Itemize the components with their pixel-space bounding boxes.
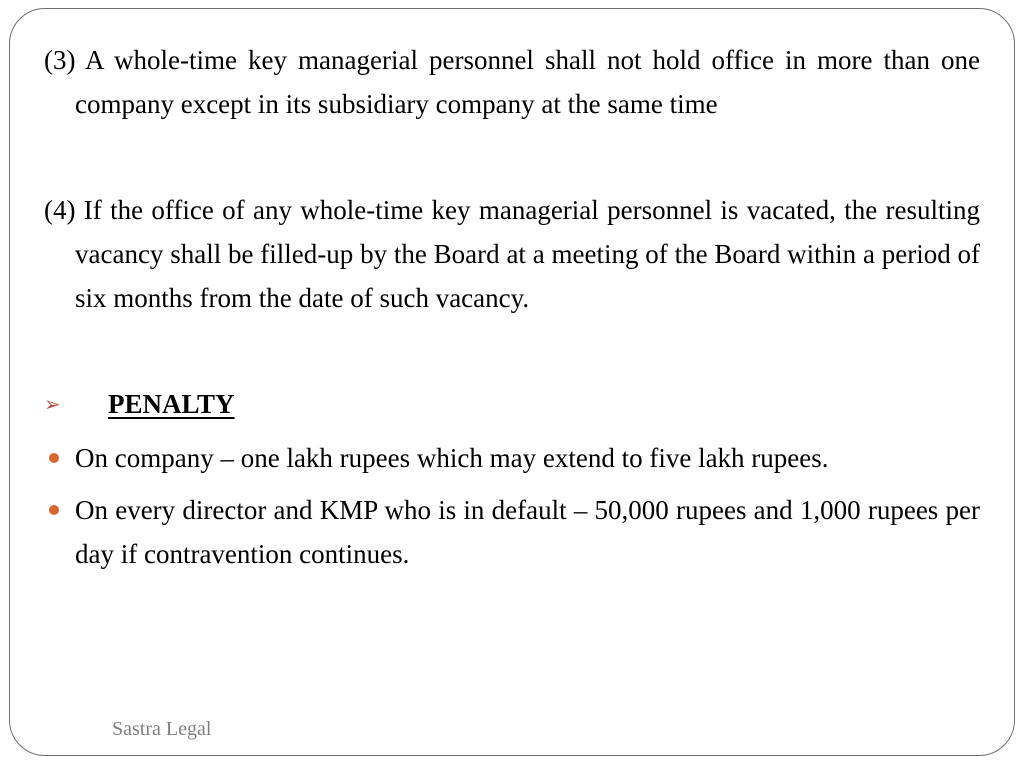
penalty-director-item xyxy=(44,488,980,576)
penalty-heading-row xyxy=(44,382,980,426)
penalty-company-item xyxy=(44,436,980,480)
bullet-dot-icon xyxy=(49,453,59,463)
bullet-dot-icon xyxy=(49,505,59,515)
penalty-company-text: On company – one lakh rupees which may extend to five lakh rupees. xyxy=(75,443,829,473)
slide-content xyxy=(44,38,980,584)
paragraph-spacer xyxy=(44,126,980,188)
footer-text: Sastra Legal xyxy=(112,718,212,740)
arrow-right-icon: ➢ xyxy=(44,392,61,416)
clause-4-paragraph: (4) If the office of any whole-time key managerial personnel is vacated, the resulting vacancy shall be filled-up by the Board at a meeting of the Board within a period of six months from the date of such vacancy. xyxy=(44,195,980,313)
penalty-heading: PENALTY xyxy=(108,389,235,419)
penalty-director-text: On every director and KMP who is in default – 50,000 rupees and 1,000 rupees per day if contravention continues. xyxy=(75,495,980,569)
clause-3-paragraph: (3) A whole-time key managerial personnel shall not hold office in more than one company except in its subsidiary company at the same time xyxy=(44,45,980,119)
